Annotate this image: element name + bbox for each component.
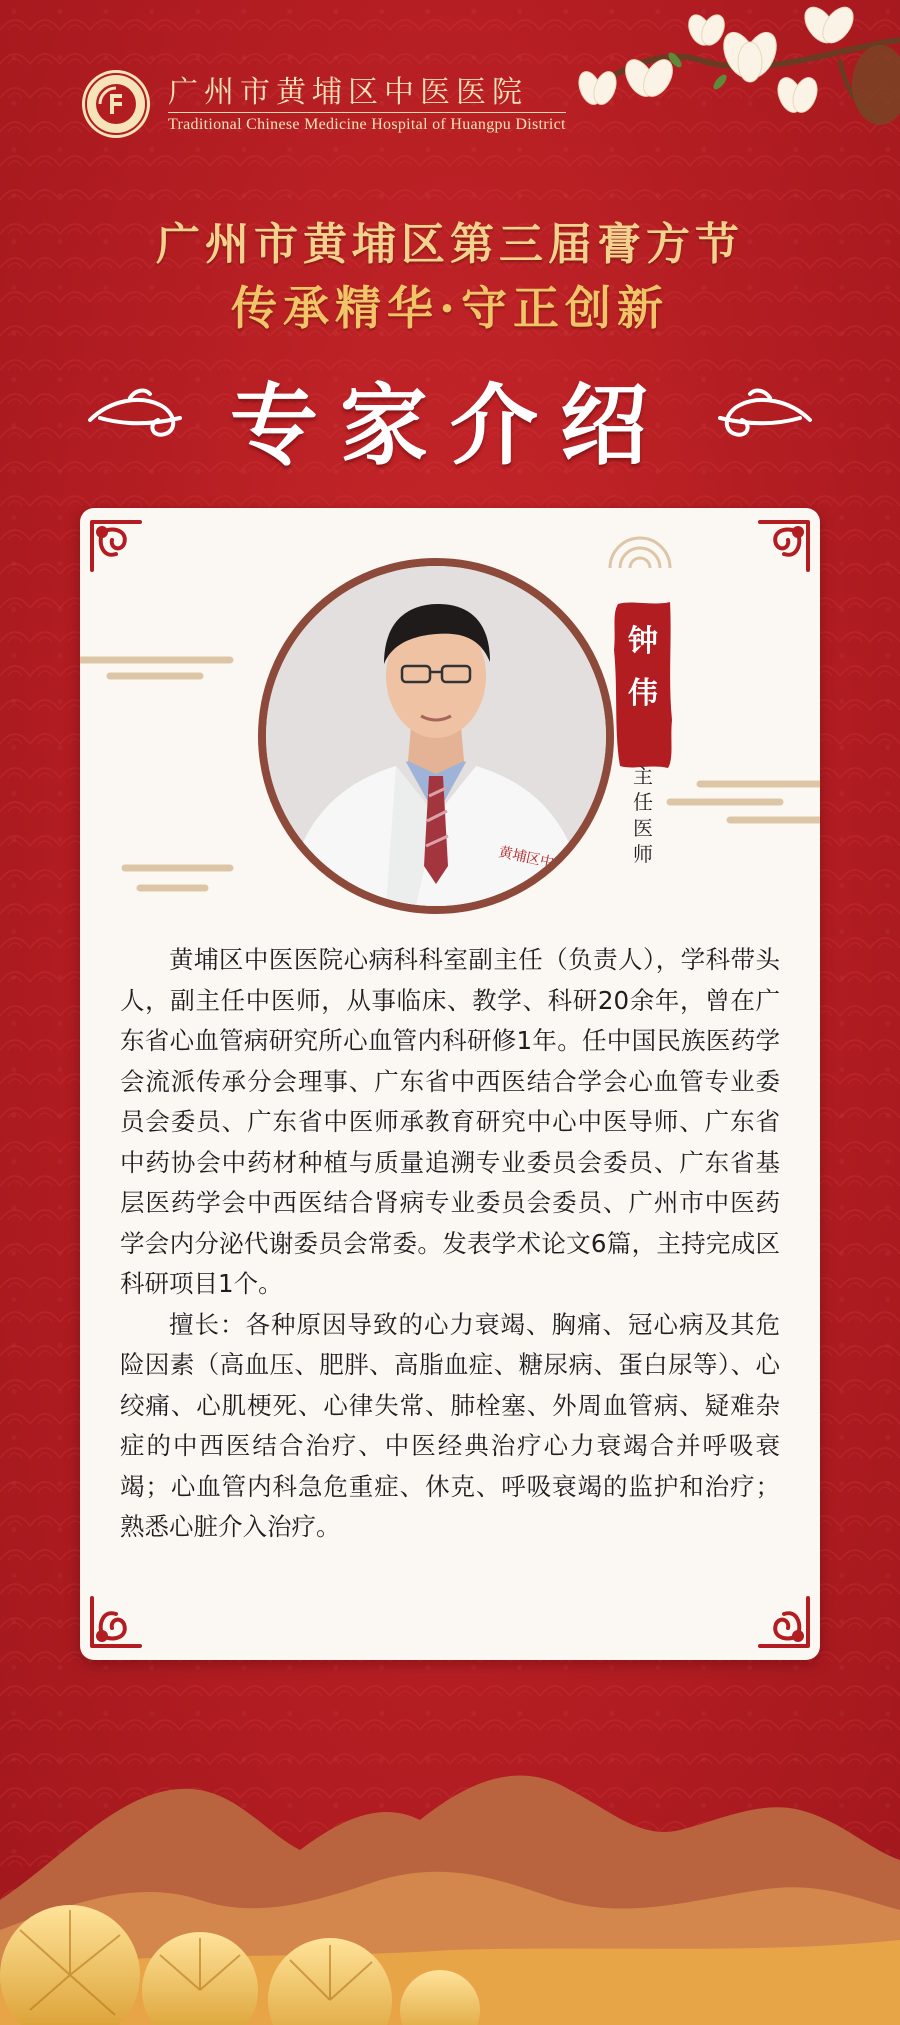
hospital-logo-icon (80, 68, 152, 140)
section-title: 专家介绍 (229, 373, 670, 477)
doctor-name-char: 钟 (628, 624, 658, 659)
bio-intro-paragraph: 黄埔区中医医院心病科科室副主任（负责人），学科带头人，副主任中医师，从事临床、教学、科研20余年，曾在广东省心血管病研究所心血管内科研修1年。任中国民族医药学会流派传承分会理事、广东省中西医结合学会心血管专业委员会委员、广东省中医师承教育研究中心中医导师、广东省中药协会中药材种植与质量追溯专业委员会委员、广东省基层医药学会中西医结合肾病专业委员会委员、广州市中医药学会内分泌代谢委员会常委。发表学术论文6篇，主持完成区科研项目1个。 (120, 945, 780, 1298)
doctor-bio (120, 940, 780, 1548)
hospital-name-cn: 广州市黄埔区中医医院 (168, 75, 528, 110)
corner-ornament-icon (92, 522, 140, 570)
corner-ornament-icon (760, 1598, 808, 1646)
hospital-name-en: Traditional Chinese Medicine Hospital of Huangpu District (168, 112, 566, 134)
svg-text:黄埔区中医: 黄埔区中医 (497, 844, 569, 875)
expert-card (80, 508, 820, 1660)
doctor-portrait (258, 558, 614, 914)
doctor-title: 主任医师 (633, 764, 653, 866)
event-title: 广州市黄埔区第三届膏方节 (156, 219, 744, 270)
event-slogan: 传承精华·守正创新 (230, 281, 669, 335)
corner-ornament-icon (760, 522, 808, 570)
cloud-pattern-icon (610, 538, 670, 568)
doctor-name-char: 伟 (628, 676, 658, 711)
bio-expertise-paragraph: 擅长：各种原因导致的心力衰竭、胸痛、冠心病及其危险因素（高血压、肥胖、高脂血症、糖尿病、蛋白尿等）、心绞痛、心肌梗死、心律失常、肺栓塞、外周血管病、疑难杂症的中西医结合治疗、中医经典治疗心力衰竭合并呼吸衰竭；心血管内科急危重症、休克、呼吸衰竭的监护和治疗；熟悉心脏介入治疗。 (120, 1309, 780, 1541)
corner-ornament-icon (92, 1598, 140, 1646)
hospital-logo (80, 68, 566, 140)
